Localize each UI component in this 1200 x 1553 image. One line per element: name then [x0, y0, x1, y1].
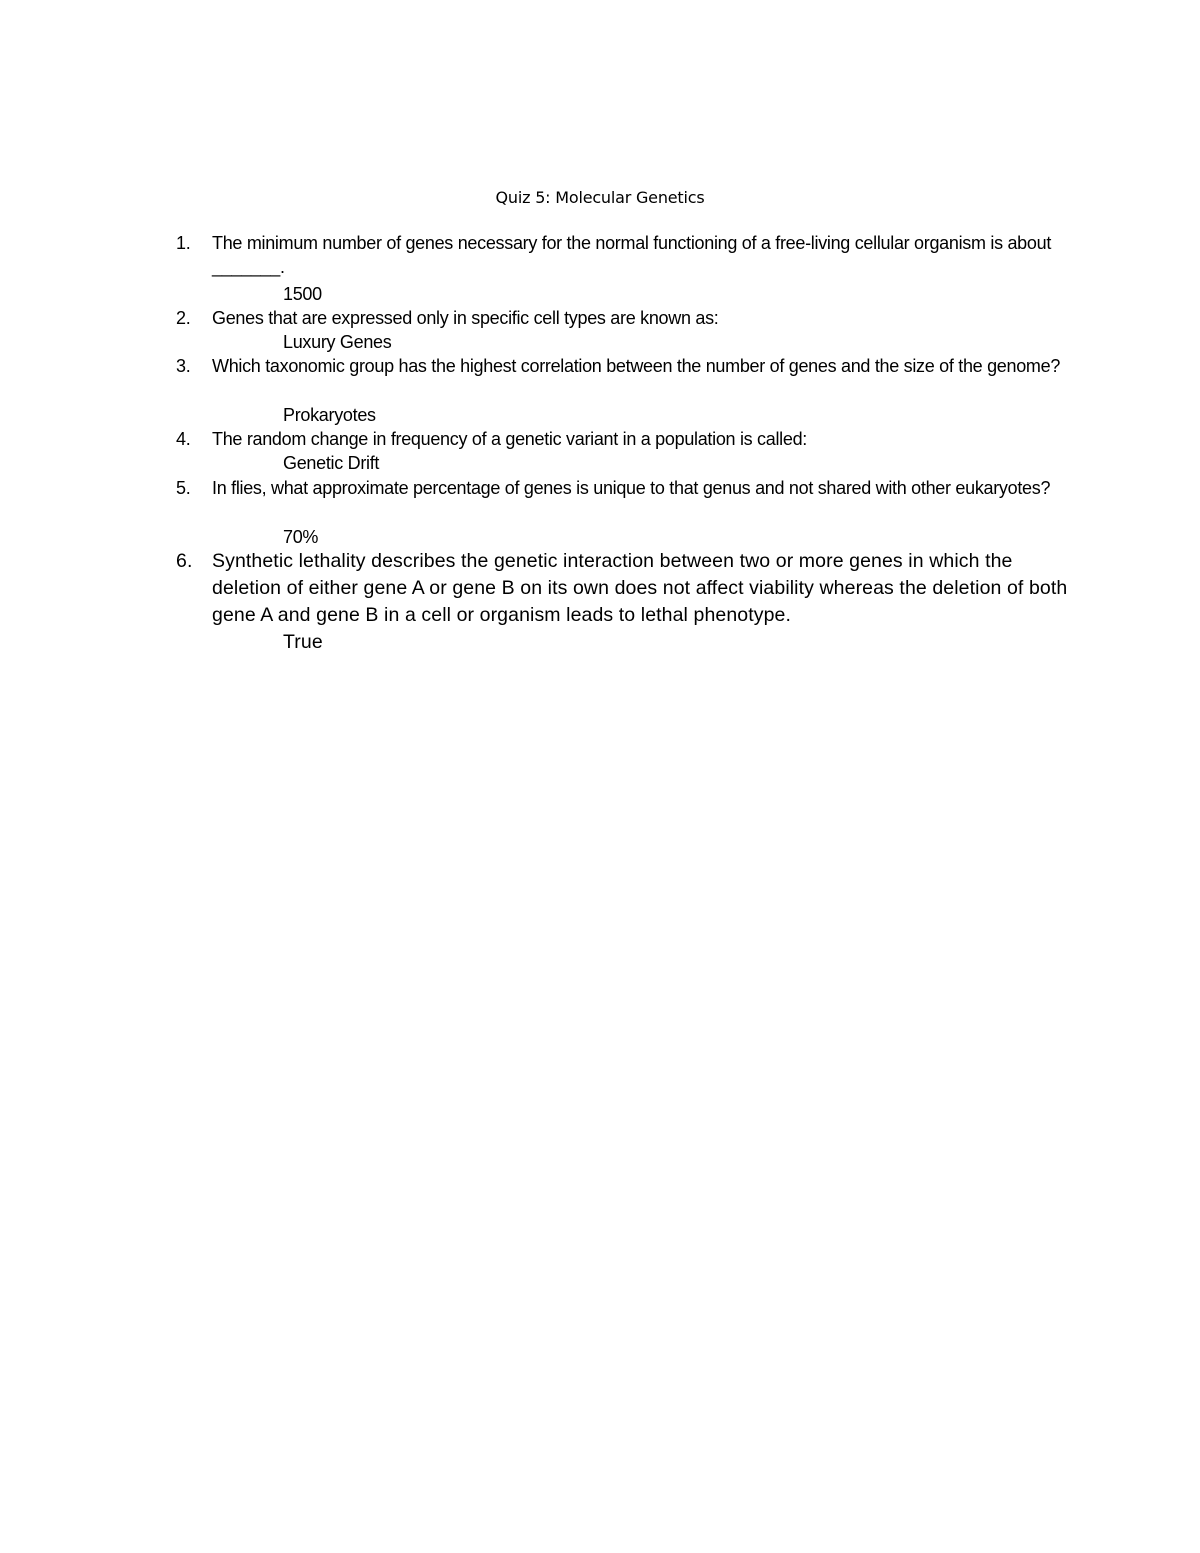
question-number: 5.: [176, 478, 191, 498]
question-answer: 1500: [283, 284, 322, 304]
question-answer: True: [283, 631, 323, 653]
question-text: The random change in frequency of a genetic variant in a population is called:: [212, 429, 807, 449]
question-answer: Genetic Drift: [283, 453, 380, 473]
question-number: 3.: [176, 356, 191, 376]
question-number: 6.: [176, 550, 193, 572]
question-text: Which taxonomic group has the highest correlation between the number of genes and the size of the genome?: [212, 356, 1061, 376]
page-title: Quiz 5: Molecular Genetics: [495, 188, 705, 207]
question-number: 2.: [176, 308, 191, 328]
question-text: The minimum number of genes necessary for the normal functioning of a free-living cellular organism is about _______.: [212, 233, 1052, 277]
question-number: 4.: [176, 429, 191, 449]
question-answer: 70%: [283, 527, 319, 547]
question-text: Genes that are expressed only in specific cell types are known as:: [212, 308, 719, 328]
question-text: Synthetic lethality describes the genetic interaction between two or more genes in which the deletion of either gene A or gene B on its own does not affect viability whereas the deletion of both gene A and gene B in a cell or organism leads to lethal phenotype.: [212, 550, 1068, 626]
question-answer: Prokaryotes: [283, 405, 376, 425]
question-answer: Luxury Genes: [283, 332, 392, 352]
question-number: 1.: [176, 233, 191, 253]
question-text: In flies, what approximate percentage of genes is unique to that genus and not shared with other eukaryotes?: [212, 478, 1051, 498]
